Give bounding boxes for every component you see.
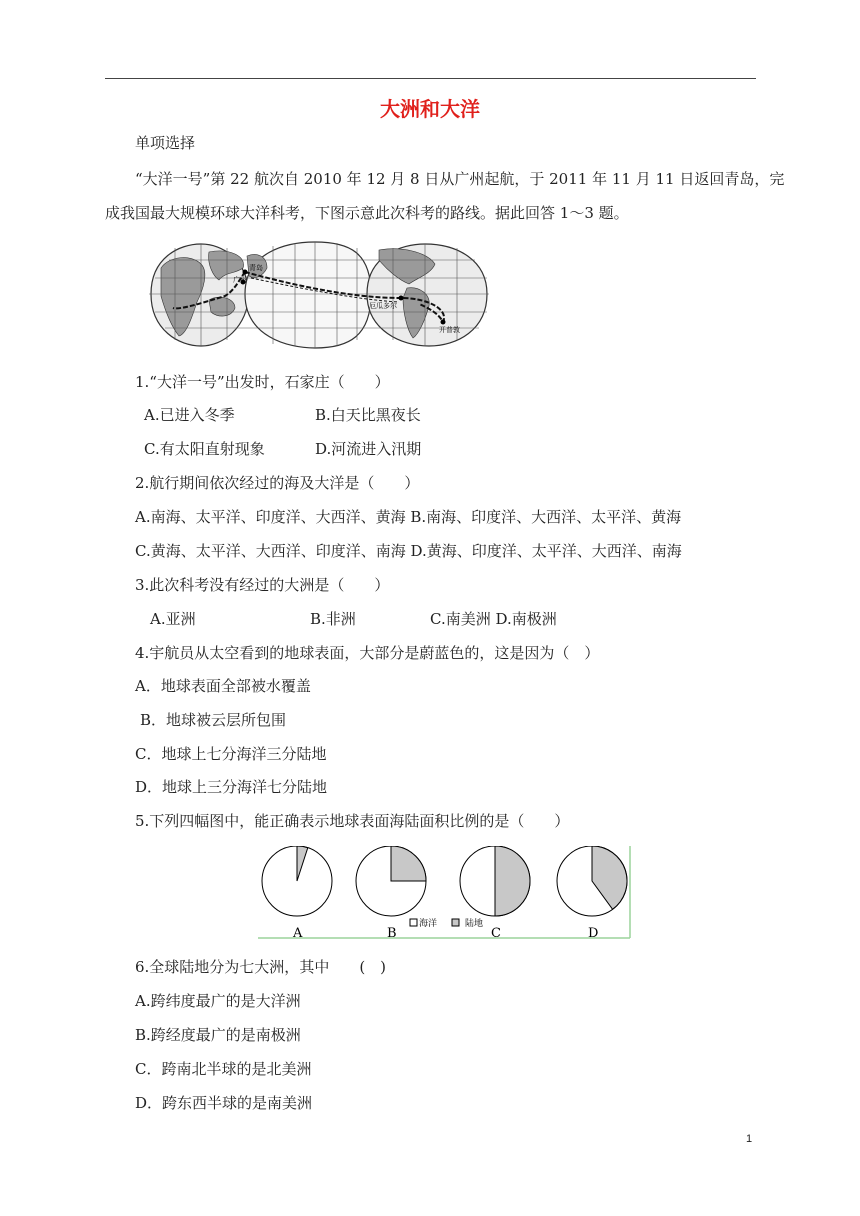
legend: [410, 917, 483, 929]
route-world-map: [139, 238, 493, 350]
q6-option-a: A.跨纬度最广的是大洋洲: [135, 992, 301, 1010]
label-ecuador: 厄瓜多尔: [369, 302, 397, 310]
intro-text-line2: 成我国最大规模环球大洋科考，下图示意此次科考的路线。据此回答 1～3 题。: [105, 204, 629, 222]
q6-option-c: C．跨南北半球的是北美洲: [135, 1060, 312, 1078]
q3-option-b: B.非洲: [310, 610, 356, 628]
q1-option-b: B.白天比黑夜长: [315, 406, 421, 424]
pie-C-land: [495, 846, 530, 916]
sea-land-pie-charts: [258, 846, 634, 942]
q5-stem: 5.下列四幅图中，能正确表示地球表面海陆面积比例的是（ ）: [135, 812, 570, 830]
q2-options-ab: A.南海、太平洋、印度洋、大西洋、黄海 B.南海、印度洋、大西洋、太平洋、黄海: [135, 508, 682, 526]
q3-option-a: A.亚洲: [150, 610, 196, 628]
q4-option-d: D．地球上三分海洋七分陆地: [135, 778, 328, 796]
legend-land-label: 陆地: [465, 919, 484, 929]
q1-option-c: C.有太阳直射现象: [144, 440, 265, 458]
page-number: 1: [746, 1133, 753, 1145]
q4-option-b: B．地球被云层所包围: [140, 711, 287, 729]
pie-D-label: D: [588, 926, 599, 941]
label-capetown: 开普敦: [439, 326, 460, 334]
pie-B-label: B: [387, 926, 397, 941]
label-guangzhou: 广州: [233, 276, 247, 284]
q6-option-b: B.跨经度最广的是南极洲: [135, 1026, 301, 1044]
q2-options-cd: C.黄海、太平洋、大西洋、印度洋、南海 D.黄海、印度洋、太平洋、大西洋、南海: [135, 542, 682, 560]
pie-A-label: A: [293, 926, 303, 941]
intro-text-line1: “大洋一号”第 22 航次自 2010 年 12 月 8 日从广州起航，于 2011 年 11 月 11 日返回青岛，完: [135, 170, 785, 188]
q3-options-cd: C.南美洲 D.南极洲: [430, 610, 557, 628]
q1-option-a: A.已进入冬季: [144, 406, 235, 424]
q3-stem: 3.此次科考没有经过的大洲是（ ）: [135, 576, 390, 594]
legend-land-swatch: [452, 919, 459, 926]
legend-ocean-label: 海洋: [419, 919, 438, 929]
q6-option-d: D．跨东西半球的是南美洲: [135, 1094, 313, 1112]
q4-stem: 4.宇航员从太空看到的地球表面，大部分是蔚蓝色的，这是因为（ ）: [135, 644, 600, 662]
q1-stem: 1.“大洋一号”出发时，石家庄（ ）: [135, 373, 390, 391]
section-heading: 单项选择: [135, 134, 196, 152]
page-title: 大洲和大洋: [380, 97, 480, 121]
header-rule: [105, 78, 756, 79]
q2-stem: 2.航行期间依次经过的海及大洋是（ ）: [135, 474, 420, 492]
pie-C-label: C: [491, 926, 501, 941]
q6-stem: 6.全球陆地分为七大洲，其中 ( ): [135, 958, 387, 976]
legend-ocean-swatch: [410, 919, 417, 926]
q1-option-d: D.河流进入汛期: [315, 440, 422, 458]
label-qingdao: 青岛: [249, 264, 263, 272]
q4-option-c: C．地球上七分海洋三分陆地: [135, 745, 327, 763]
q4-option-a: A．地球表面全部被水覆盖: [135, 677, 311, 695]
pie-B-land: [391, 846, 426, 881]
